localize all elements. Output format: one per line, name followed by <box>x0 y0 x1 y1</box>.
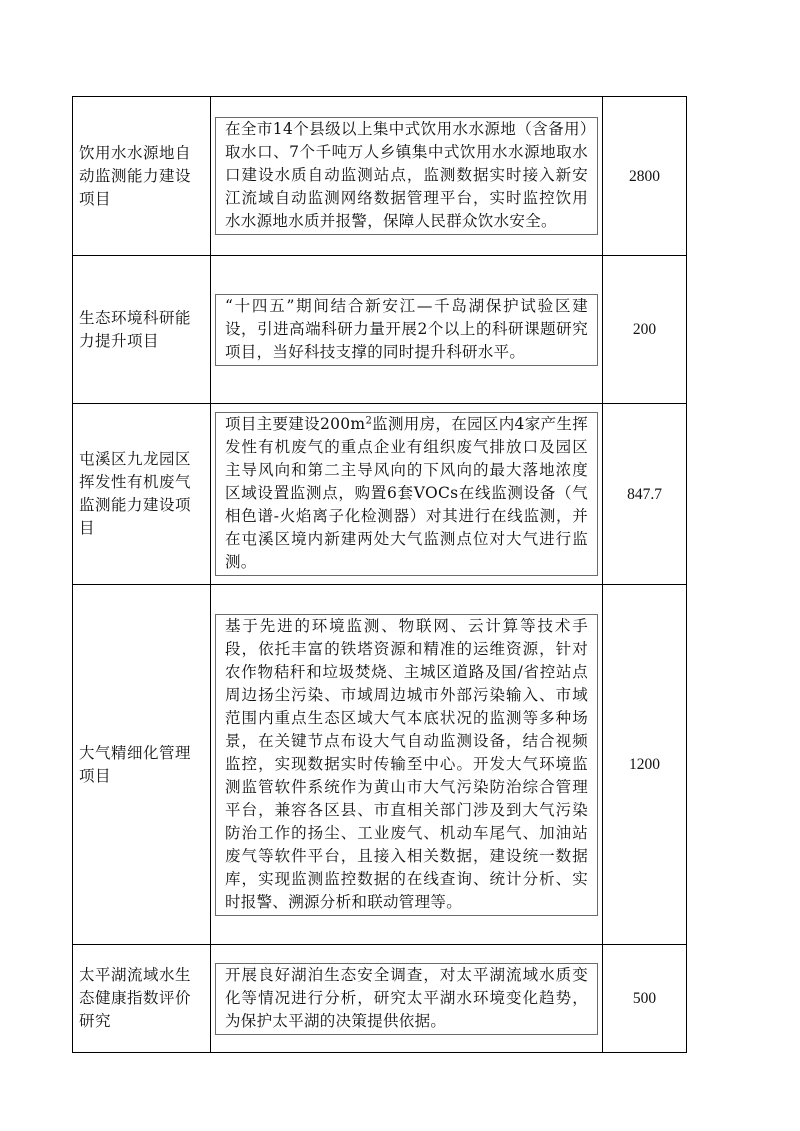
project-description: 开展良好湖泊生态安全调查，对太平湖流域水质变化等情况进行分析，研究太平湖水环境变化趋势，为保护太平湖的决策提供依据。 <box>215 963 598 1035</box>
project-description-cell <box>211 256 603 404</box>
project-amount: 1200 <box>603 585 687 945</box>
project-description-cell <box>211 585 603 945</box>
table-row <box>73 256 687 404</box>
project-amount: 2800 <box>603 97 687 256</box>
project-name: 大气精细化管理项目 <box>73 585 211 945</box>
description-rest: 监测用房，在园区内4家产生挥发性有机废气的重点企业有组织废气排放口及园区主导风向和第二主导风向的下风向的最大落地浓度区域设置监测点，购置6套VOCs在线监测设备（气相色谱-火焰离子化检测器）对其进行在线监测，并在屯溪区境内新建两处大气监测点位对大气进行监测。 <box>225 415 588 571</box>
table-row <box>73 945 687 1053</box>
project-name: 生态环境科研能力提升项目 <box>73 256 211 404</box>
project-description-cell <box>211 404 603 585</box>
project-name: 饮用水水源地自动监测能力建设项目 <box>73 97 211 256</box>
project-description: 在全市14个县级以上集中式饮用水水源地（含备用）取水口、7个千吨万人乡镇集中式饮用水水源地取水口建设水质自动监测站点，监测数据实时接入新安江流域自动监测网络数据管理平台，实时监控饮用水水源地水质并报警，保障人民群众饮水安全。 <box>215 117 598 235</box>
project-amount: 500 <box>603 945 687 1053</box>
table-row <box>73 97 687 256</box>
table-row <box>73 585 687 945</box>
superscript-two: 2 <box>365 415 373 427</box>
project-description: “十四五”期间结合新安江—千岛湖保护试验区建设，引进高端科研力量开展2个以上的科研课题研究项目，当好科技支撑的同时提升科研水平。 <box>215 294 598 366</box>
project-name: 屯溪区九龙园区挥发性有机废气监测能力建设项目 <box>73 404 211 585</box>
project-amount: 200 <box>603 256 687 404</box>
project-amount: 847.7 <box>603 404 687 585</box>
table-row <box>73 404 687 585</box>
project-table <box>72 96 687 1053</box>
project-name: 太平湖流域水生态健康指数评价研究 <box>73 945 211 1053</box>
project-description <box>215 412 598 576</box>
description-prefix: 项目主要建设200m <box>225 415 366 433</box>
project-description-cell <box>211 945 603 1053</box>
project-description: 基于先进的环境监测、物联网、云计算等技术手段，依托丰富的铁塔资源和精准的运维资源，针对农作物秸秆和垃圾焚烧、主城区道路及国/省控站点周边扬尘污染、市域周边城市外部污染输入、市域范围内重点生态区域大气本底状况的监测等多种场景，在关键节点布设大气自动监测设备，结合视频监控，实现数据实时传输至中心。开发大气环境监测监管软件系统作为黄山市大气污染防治综合管理平台，兼容各区县、市直相关部门涉及到大气污染防治工作的扬尘、工业废气、机动车尾气、加油站废气等软件平台，且接入相关数据，建设统一数据库，实现监测监控数据的在线查询、统计分析、实时报警、溯源分析和联动管理等。 <box>215 614 598 916</box>
project-description-cell <box>211 97 603 256</box>
